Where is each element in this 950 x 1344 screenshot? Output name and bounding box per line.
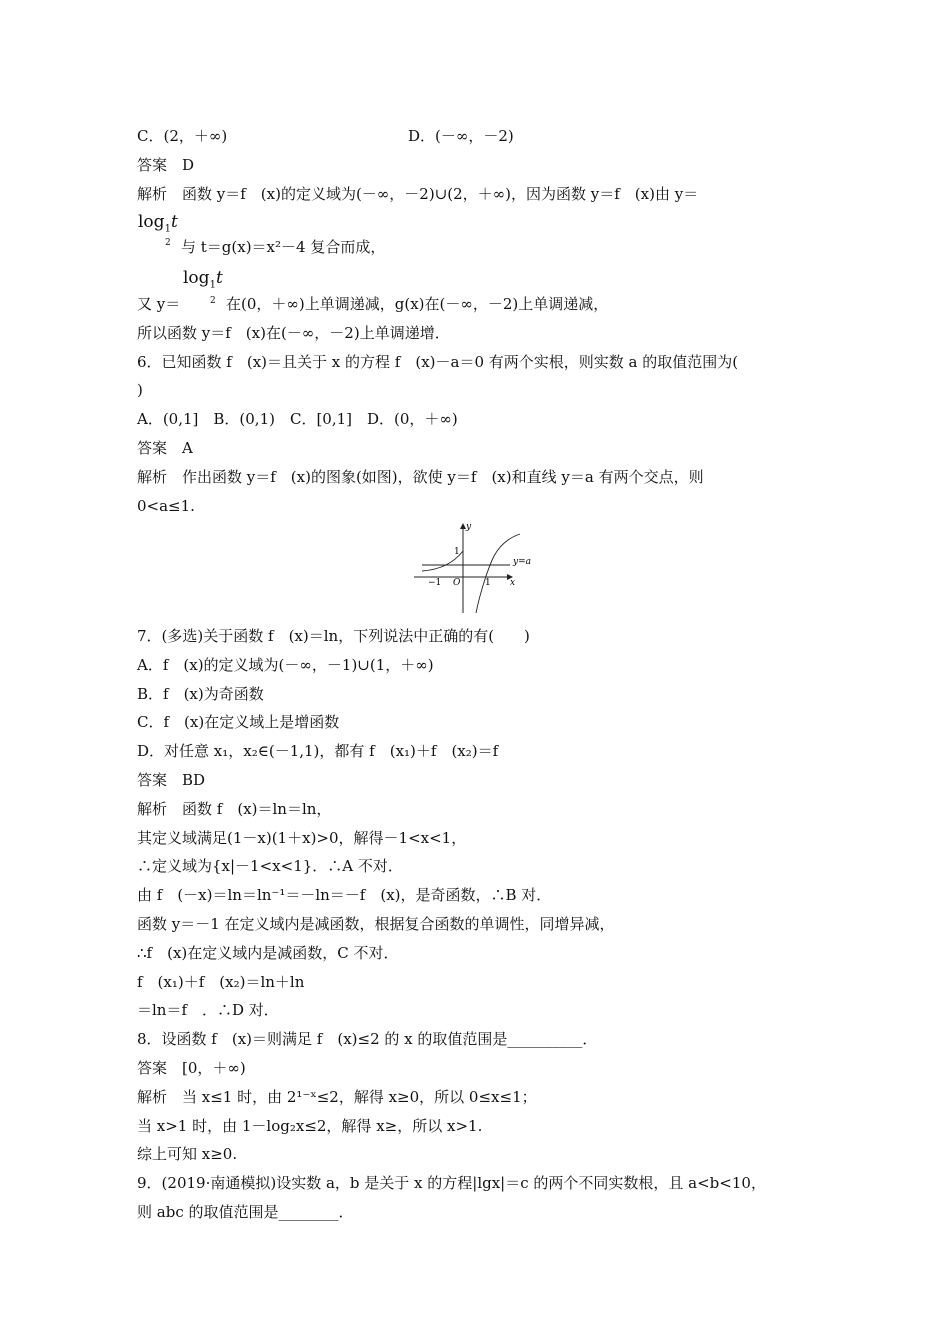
question-7-option-d: D．对任意 x₁，x₂∈(－1,1)，都有 f (x₁)＋f (x₂)＝f bbox=[137, 742, 499, 760]
origin-label: O bbox=[453, 578, 461, 588]
answer-8: 答案 [0，＋∞) bbox=[137, 1059, 246, 1077]
question-9-cont: 则 abc 的取值范围是________． bbox=[137, 1203, 354, 1221]
analysis-7-line8: ＝ln＝f ．∴D 对． bbox=[137, 1001, 279, 1019]
log-base-denominator-2: 2 bbox=[210, 296, 216, 306]
question-7-option-b: B．f (x)为奇函数 bbox=[137, 685, 264, 703]
analysis-7-line2: 其定义域满足(1－x)(1＋x)>0，解得－1<x<1， bbox=[137, 829, 467, 847]
log-expression-1 bbox=[138, 212, 178, 239]
log-variable: t bbox=[215, 268, 223, 288]
question-7-option-a: A．f (x)的定义域为(－∞，－1)∪(1，＋∞) bbox=[137, 656, 434, 674]
question-6-cont: ) bbox=[137, 381, 143, 399]
tick-1-y: 1 bbox=[454, 547, 460, 557]
analysis-7-line3: ∴定义域为{x|－1<x<1}．∴A 不对． bbox=[137, 857, 403, 875]
y-axis-label: y bbox=[466, 522, 472, 532]
analysis-6-line2: 0<a≤1. bbox=[137, 497, 195, 515]
log-variable: t bbox=[170, 212, 178, 232]
tick-neg-1: −1 bbox=[428, 578, 442, 588]
analysis-5-line3b: 在(0，＋∞)上单调递减，g(x)在(－∞，－2)上单调递减， bbox=[226, 295, 609, 313]
analysis-7-line7: f (x₁)＋f (x₂)＝ln＋ln bbox=[137, 973, 305, 991]
line-label: y=a bbox=[513, 557, 531, 567]
log-base-denominator-1: 2 bbox=[165, 238, 171, 248]
analysis-6-line1: 解析 作出函数 y＝f (x)的图象(如图)，欲使 y＝f (x)和直线 y＝a 有两个交点，则 bbox=[137, 468, 704, 486]
question-6-options: A．(0,1] B．(0,1) C．[0,1] D．(0，＋∞) bbox=[137, 410, 458, 428]
option-c: C．(2，＋∞) bbox=[137, 127, 228, 145]
log-text: log bbox=[138, 212, 165, 232]
log-base: 1 bbox=[209, 279, 216, 291]
x-axis-label: x bbox=[510, 578, 516, 588]
option-d: D．(－∞，－2) bbox=[408, 127, 514, 145]
question-7-option-c: C．f (x)在定义域上是增函数 bbox=[137, 713, 340, 731]
right-curve bbox=[476, 534, 520, 613]
log-expression-2 bbox=[183, 268, 223, 295]
log-base: 1 bbox=[164, 223, 171, 235]
analysis-8-line2: 当 x>1 时，由 1－log₂x≤2，解得 x≥，所以 x>1. bbox=[137, 1117, 483, 1135]
analysis-5-line2: 与 t＝g(x)＝x²－4 复合而成， bbox=[181, 238, 386, 256]
function-graph bbox=[412, 518, 544, 616]
analysis-8-line1: 解析 当 x≤1 时，由 2¹⁻ˣ≤2，解得 x≥0，所以 0≤x≤1； bbox=[137, 1088, 537, 1106]
log-text: log bbox=[183, 268, 210, 288]
analysis-5-line1: 解析 函数 y＝f (x)的定义域为(－∞，－2)∪(2，＋∞)，因为函数 y＝f (x)由 y＝ bbox=[137, 185, 699, 203]
question-7: 7．(多选)关于函数 f (x)＝ln，下列说法中正确的有( ) bbox=[137, 627, 530, 645]
analysis-7-line5: 函数 y＝－1 在定义域内是减函数，根据复合函数的单调性，同增异减， bbox=[137, 915, 615, 933]
analysis-7-line6: ∴f (x)在定义域内是减函数，C 不对． bbox=[137, 944, 399, 962]
analysis-5-line4: 所以函数 y＝f (x)在(－∞，－2)上单调递增． bbox=[137, 324, 450, 342]
question-6: 6．已知函数 f (x)＝且关于 x 的方程 f (x)－a＝0 有两个实根，则实数 a 的取值范围为( bbox=[137, 353, 739, 371]
analysis-8-line3: 综上可知 x≥0. bbox=[137, 1145, 238, 1163]
tick-1-x: 1 bbox=[485, 578, 491, 588]
question-8: 8．设函数 f (x)＝则满足 f (x)≤2 的 x 的取值范围是__________． bbox=[137, 1030, 598, 1048]
question-9: 9．(2019·南通模拟)设实数 a，b 是关于 x 的方程|lgx|＝c 的两个不同实数根，且 a<b<10， bbox=[137, 1174, 766, 1192]
analysis-7-line4: 由 f (－x)＝ln＝ln⁻¹＝－ln＝－f (x)，是奇函数，∴B 对． bbox=[137, 886, 552, 904]
answer-6: 答案 A bbox=[137, 439, 193, 457]
analysis-5-line3a: 又 y＝ bbox=[137, 295, 181, 313]
answer-5: 答案 D bbox=[137, 156, 195, 174]
answer-7: 答案 BD bbox=[137, 771, 206, 789]
analysis-7-line1: 解析 函数 f (x)＝ln＝ln， bbox=[137, 800, 332, 818]
